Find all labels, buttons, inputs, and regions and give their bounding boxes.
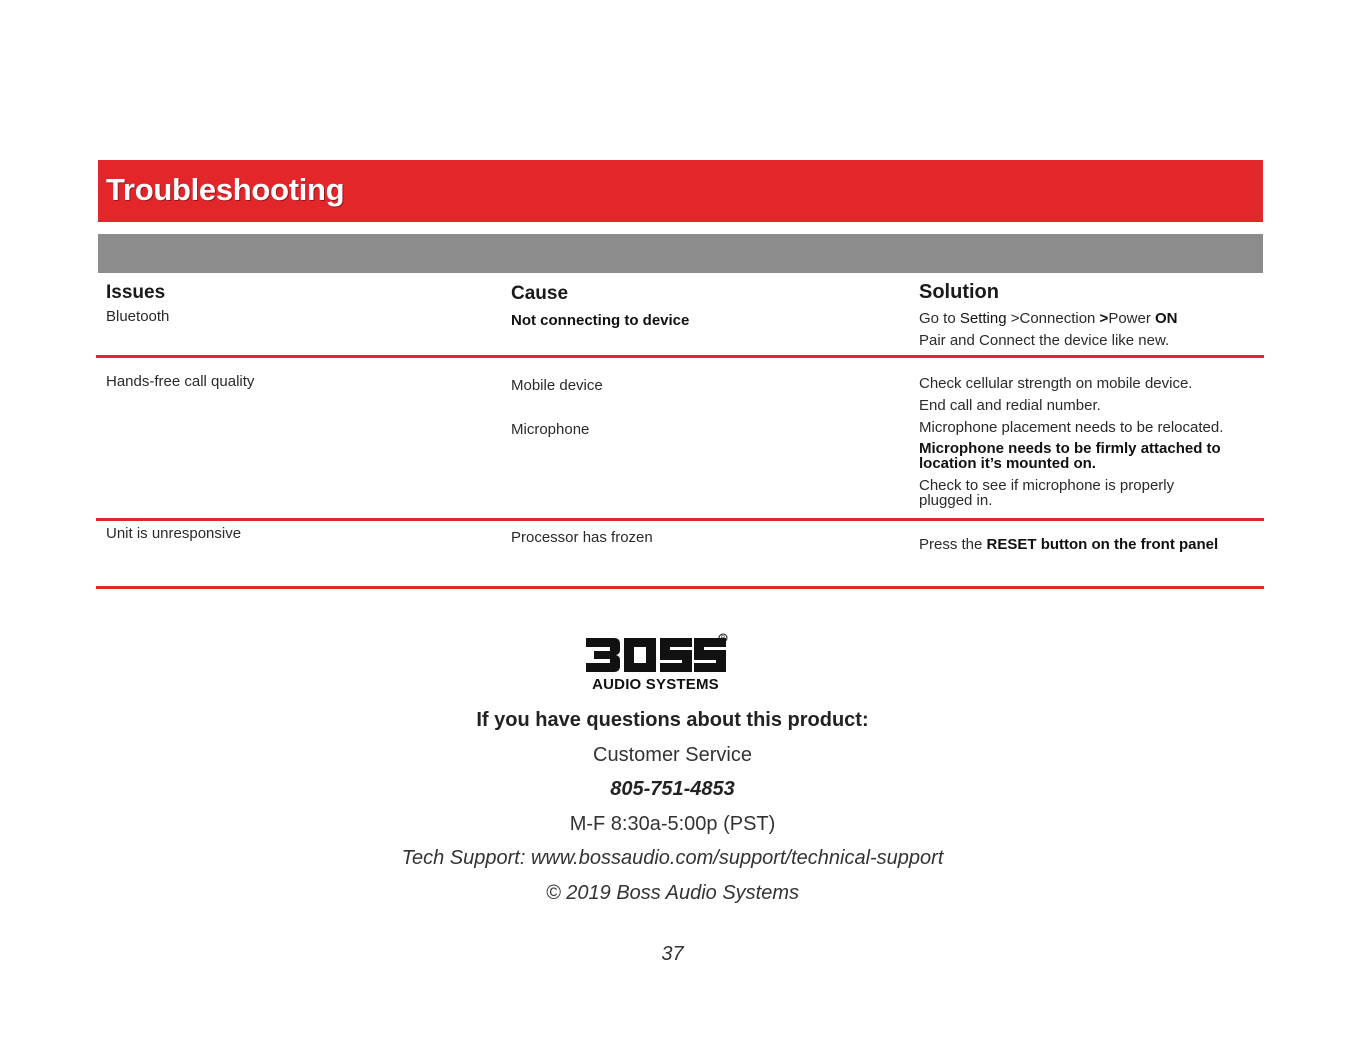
cause-microphone: Microphone	[511, 421, 590, 438]
questions-heading: If you have questions about this product:	[476, 709, 869, 731]
row-divider	[96, 518, 1264, 521]
phone-number[interactable]: 805-751-4853	[610, 778, 735, 800]
table-bottom-rule	[96, 586, 1264, 589]
solution-relocate-mic: Microphone placement needs to be relocated.	[919, 419, 1224, 436]
solution-redial: End call and redial number.	[919, 397, 1101, 414]
header-band	[98, 234, 1263, 273]
tech-support-link[interactable]: Tech Support: www.bossaudio.com/support/technical-support	[401, 847, 944, 869]
title-bar	[98, 160, 1263, 222]
row-divider	[96, 355, 1264, 358]
issue-unresponsive: Unit is unresponsive	[106, 525, 242, 542]
issue-hands-free: Hands-free call quality	[106, 373, 255, 390]
copyright: © 2019 Boss Audio Systems	[545, 882, 799, 904]
solution-bluetooth-step-2: Pair and Connect the device like new.	[919, 332, 1170, 349]
boss-wordmark-graphic	[584, 632, 734, 678]
issue-bluetooth: Bluetooth	[106, 308, 170, 325]
boss-audio-logo	[584, 632, 734, 694]
column-header-cause: Cause	[511, 283, 569, 304]
solution-check-cellular: Check cellular strength on mobile device.	[919, 375, 1193, 392]
solution-attach-mic: Microphone needs to be firmly attached to location it’s mounted on.	[919, 440, 1221, 472]
column-header-solution: Solution	[919, 281, 999, 303]
svg-text:R: R	[720, 636, 726, 642]
column-header-issues: Issues	[106, 282, 166, 303]
solution-check-plugged: Check to see if microphone is properly plugged in.	[919, 477, 1175, 509]
solution-bluetooth-step-1: Go to Setting >Connection >Power ON	[919, 310, 1178, 327]
solution-reset: Press the RESET button on the front panel	[919, 536, 1219, 553]
cause-mobile-device: Mobile device	[511, 377, 603, 394]
cause-not-connecting: Not connecting to device	[511, 312, 690, 329]
cause-processor-frozen: Processor has frozen	[511, 529, 653, 546]
page-number: 37	[661, 943, 684, 965]
page-title: Troubleshooting	[106, 172, 345, 207]
customer-service-label: Customer Service	[593, 744, 752, 766]
logo-subtitle: AUDIO SYSTEMS	[592, 676, 719, 693]
support-hours: M-F 8:30a-5:00p (PST)	[569, 813, 776, 835]
